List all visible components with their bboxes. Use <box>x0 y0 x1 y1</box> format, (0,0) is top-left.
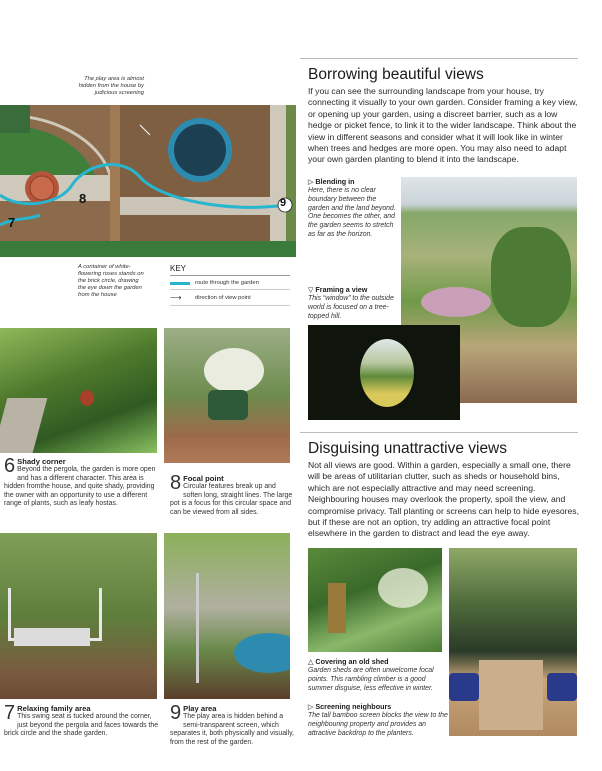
shed-caption <box>308 657 448 693</box>
photo-relaxing-area <box>0 533 157 699</box>
screen-text: The tall bamboo screen blocks the view to the neighbouring property and provides an attractive backdrop to the planters. <box>308 712 448 737</box>
disguising-title: Disguising unattractive views <box>308 440 508 457</box>
blending-caption <box>308 177 398 240</box>
screen-title: Screening neighbours <box>315 702 392 711</box>
caption-9-number: 9 <box>170 702 182 724</box>
garden-plan <box>0 105 296 257</box>
caption-9-title: Play area <box>183 704 217 713</box>
shed-text: Garden sheds are often unwelcome focal points. This rambling climber is a good summer disguise, less effective in winter. <box>308 667 434 692</box>
plan-marker-9: 9 <box>280 197 287 209</box>
photo-screening <box>449 548 577 736</box>
route-swatch <box>170 282 190 285</box>
caption-6-number: 6 <box>4 455 16 477</box>
divider-middle <box>300 432 578 433</box>
photo-focal-point <box>164 328 290 463</box>
triangle-up-icon: △ <box>308 659 314 666</box>
shed-title: Covering an old shed <box>315 657 389 666</box>
key-view-label: direction of view point <box>195 294 251 301</box>
caption-shady-corner <box>4 457 159 509</box>
caption-6-text: Beyond the pergola, the garden is more open and has a different character. This area is hidden fromthe house, and quite shady, providing the owner with an opportunity to use a different range of plants, such as leafy hostas. <box>4 466 156 508</box>
caption-8-title: Focal point <box>183 474 224 483</box>
plan-marker-7: 7 <box>8 215 16 230</box>
arrow-icon: ⟶ <box>170 293 182 302</box>
divider-top <box>300 58 578 59</box>
caption-8-number: 8 <box>170 472 182 494</box>
key-title: KEY <box>170 264 290 276</box>
plan-note-top: The play area is almost hidden from the house by judicious screening <box>78 76 144 96</box>
caption-9-text: The play area is hidden behind a semi-transparent screen, which separates it, both physically and visually, from the rest of the garden. <box>170 713 294 746</box>
plan-note-bottom: A container of white-flowering roses stands on the brick circle, drawing the eye down the garden from the house <box>78 264 144 298</box>
photo-play-area <box>164 533 290 699</box>
caption-focal-point <box>170 474 294 517</box>
key-route-label: route through the garden <box>195 280 259 286</box>
garden-plan-illustration <box>0 105 296 257</box>
photo-shady-corner <box>0 328 157 453</box>
photo-old-shed <box>308 548 442 652</box>
framing-caption <box>308 285 398 321</box>
caption-7-title: Relaxing family area <box>17 704 91 713</box>
framing-title: Framing a view <box>315 285 368 294</box>
photo-framing-view <box>308 325 460 420</box>
plan-marker-8: 8 <box>79 191 87 206</box>
caption-7-number: 7 <box>4 702 16 724</box>
caption-7-text: This swing seat is tucked around the corner, just beyond the pergola and faces towards the brick circle and the shade garden. <box>4 713 159 738</box>
screen-caption <box>308 702 448 738</box>
borrowing-body: If you can see the surrounding landscape from your house, try connecting it visually to your own garden. Consider framing a key view, or opening up your garden, using a discreet barrier, such as a low hedge or picket fence, to link it to the wider landscape. Think about the view in different seasons and consider what it will look like in winter when trees and hedges are more open. You may also need to adapt your own garden planting to blend it into the landscape. <box>308 86 578 165</box>
triangle-down-icon: ▽ <box>308 287 314 294</box>
blending-text: Here, there is no clear boundary between the garden and the land beyond. One becomes the other, and the garden seems to stretch as far as the horizon. <box>308 187 396 238</box>
caption-play-area <box>170 704 294 747</box>
caption-relaxing-area <box>4 704 159 739</box>
triangle-right-icon: ▷ <box>308 179 314 186</box>
blending-title: Blending in <box>315 177 355 186</box>
triangle-right-icon: ▷ <box>308 704 314 711</box>
disguising-body: Not all views are good. Within a garden, especially a small one, there will be areas of utilitarian clutter, such as sheds or household bins, which are not especially attractive and may need screening. Neighbouring houses may overlook the property, spoil the view, and compromise privacy. Tall planting or screens can help to hide eyesores, but if these are not an option, try adding an attractive focal point elsewhere in the garden to distract and lead the eye away. <box>308 460 579 539</box>
caption-8-text: Circular features break up and soften long, straight lines. The large pot is a focus for this circular space and can be viewed from all sides. <box>170 483 293 516</box>
caption-6-title: Shady corner <box>17 457 66 466</box>
framing-text: This “window” to the outside world is focused on a tree-topped hill. <box>308 295 394 320</box>
borrowing-title: Borrowing beautiful views <box>308 66 484 83</box>
plan-key <box>170 264 290 306</box>
